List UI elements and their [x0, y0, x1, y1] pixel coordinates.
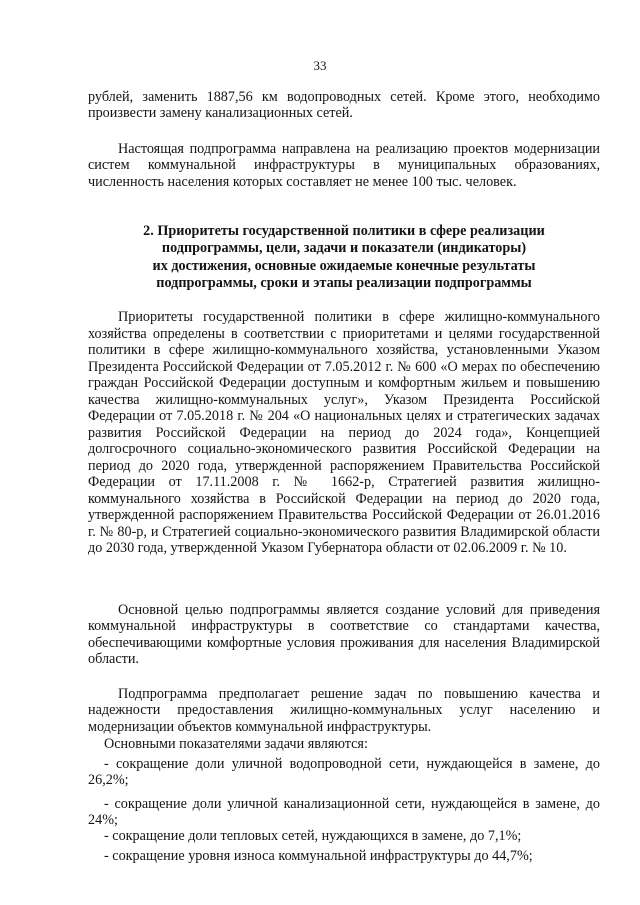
indicator-item-3: - сокращение доли тепловых сетей, нуждающихся в замене, до 7,1%; [104, 828, 522, 844]
section-heading-line-4: подпрограммы, сроки и этапы реализации подпрограммы [156, 275, 532, 292]
indicator-item-2: - сокращение доли уличной канализационной сети, нуждающейся в замене, до 24%; [88, 796, 600, 829]
intro-paragraph: рублей, заменить 1887,56 км водопроводных сетей. Кроме этого, необходимо произвести замену канализационных сетей. [88, 89, 600, 122]
indicator-item-4: - сокращение уровня износа коммунальной инфраструктуры до 44,7%; [104, 848, 533, 864]
indicators-intro: Основными показателями задачи являются: [104, 736, 368, 752]
priorities-paragraph: Приоритеты государственной политики в сфере жилищно-коммунального хозяйства определены в соответствии с приоритетами и целями государственной политики в сфере жилищно-коммунального хозяйства, установленными Указом Президента Российской Федерации от 7.05.2012 г. № 600 «О мерах по обеспечению граждан Российской Федерации доступным и комфортным жильем и повышению качества жилищно-коммунальных услуг», Указом Президента Российской Федерации от 7.05.2018 г. № 204 «О национальных целях и стратегических задачах развития Российской Федерации на период до 2024 года», Концепцией долгосрочного социально-экономического развития Российской Федерации на период до 2020 года, утвержденной распоряжением Правительства Российской Федерации от 17.11.2008 г. № 1662-р, Стратегией развития жилищно-коммунального хозяйства в Российской Федерации на период до 2020 года, утвержденной распоряжением Правительства Российской Федерации от 26.01.2016 г. № 80-р, и Стратегией социально-экономического развития Владимирской области до 2030 года, утвержденной Указом Губернатора области от 02.06.2009 г. № 10. [88, 309, 600, 556]
section-heading-line-1: 2. Приоритеты государственной политики в сфере реализации [143, 223, 545, 239]
section-heading-line-2: подпрограммы, цели, задачи и показатели (индикаторы) [161, 240, 527, 257]
section-heading-line-3: их достижения, основные ожидаемые конечные результаты [152, 257, 536, 274]
indicator-item-1: - сокращение доли уличной водопроводной сети, нуждающейся в замене, до 26,2%; [88, 756, 600, 789]
page-number: 33 [313, 58, 327, 73]
aim-paragraph: Настоящая подпрограмма направлена на реализацию проектов модернизации систем коммунальной инфраструктуры в муниципальных образованиях, численность населения которых составляет не менее 100 тыс. человек. [88, 141, 600, 190]
tasks-paragraph: Подпрограмма предполагает решение задач по повышению качества и надежности предоставления жилищно-коммунальных услуг населению и модернизации объектов коммунальной инфраструктуры. [88, 686, 600, 735]
section-heading [88, 223, 600, 293]
goal-paragraph: Основной целью подпрограммы является создание условий для приведения коммунальной инфраструктуры в соответствие со стандартами качества, обеспечивающими комфортные условия проживания для населения Владимирской области. [88, 602, 600, 668]
